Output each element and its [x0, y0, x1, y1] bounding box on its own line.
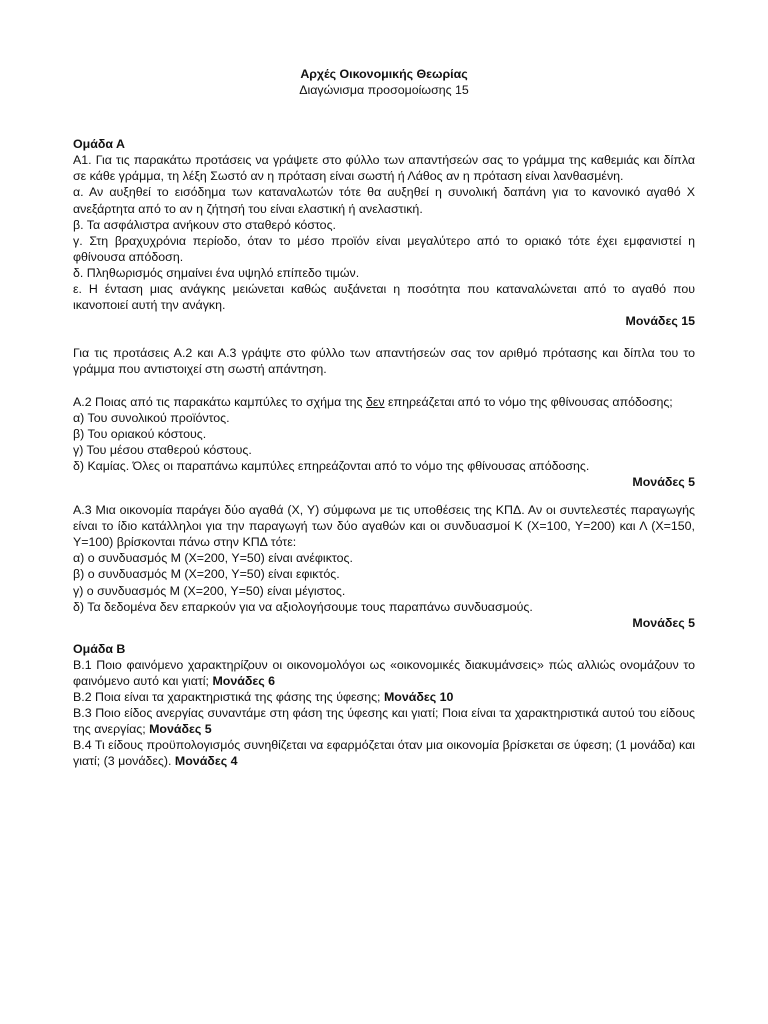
b1-marks: Μονάδες 6: [212, 674, 276, 688]
a3-option-d: δ) Τα δεδομένα δεν επαρκούν για να αξιολογήσουμε τους παραπάνω συνδυασμούς.: [73, 599, 533, 614]
a3-marks: Μονάδες 5: [632, 615, 695, 630]
a2-option-c: γ) Του μέσου σταθερού κόστους.: [73, 442, 252, 457]
b4-text: Β.4 Τι είδους προϋπολογισμός συνηθίζεται να εφαρμόζεται όταν μια οικονομία βρίσκεται σε ύφεση; (1 μονάδα) και γιατί; (3 μονάδες).: [73, 738, 695, 769]
group-a-heading: Ομάδα Α: [73, 137, 125, 152]
a1-item-d: δ. Πληθωρισμός σημαίνει ένα υψηλό επίπεδο τιμών.: [73, 265, 360, 280]
a2-option-a: α) Του συνολικού προϊόντος.: [73, 410, 230, 425]
a1-item-e: ε. Η ένταση μιας ανάγκης μειώνεται καθώς αυξάνεται η ποσότητα που καταναλώνεται από το αγαθό που ικανοποιεί αυτή την ανάγκη.: [73, 282, 695, 313]
a1-item-b: β. Τα ασφάλιστρα ανήκουν στο σταθερό κόστος.: [73, 217, 336, 232]
b4-marks: Μονάδες 4: [174, 754, 238, 769]
b3-text: Β.3 Ποιο είδος ανεργίας συναντάμε στη φάση της ύφεσης και γιατί; Ποια είναι τα χαρακτηριστικά αυτού του είδους της ανεργίας;: [73, 706, 695, 737]
b2-question: [73, 689, 695, 705]
a2-a3-instruction: Για τις προτάσεις Α.2 και Α.3 γράψτε στο φύλλο των απαντήσεών σας τον αριθμό πρότασης και δίπλα του το γράμμα που αντιστοιχεί στη σωστή απάντηση.: [73, 346, 695, 377]
group-b-heading: Ομάδα Β: [73, 641, 126, 656]
a1-marks: Μονάδες 15: [625, 314, 695, 329]
a2-option-b: β) Του οριακού κόστους.: [73, 426, 207, 441]
a1-intro: Α1. Για τις παρακάτω προτάσεις να γράψετε στο φύλλο των απαντήσεών σας το γράμμα της καθεμιάς και δίπλα σε κάθε γράμμα, τη λέξη Σωστό αν η πρόταση είναι σωστή ή Λάθος αν η πρόταση είναι λανθασμένη.: [73, 153, 695, 184]
document-title: Αρχές Οικονομικής Θεωρίας: [300, 67, 468, 81]
a3-option-b: β) ο συνδυασμός Μ (Χ=200, Υ=50) είναι εφικτός.: [73, 567, 340, 582]
a2-question-underlined: δεν: [365, 394, 385, 409]
a3-option-a: α) ο συνδυασμός Μ (Χ=200, Υ=50) είναι ανέφικτος.: [73, 551, 353, 566]
exam-page: [73, 66, 695, 770]
a2-option-d: δ) Καμίας. Όλες οι παραπάνω καμπύλες επηρεάζονται από το νόμο της φθίνουσας απόδοσης.: [73, 458, 590, 473]
a3-option-c: γ) ο συνδυασμός Μ (Χ=200, Υ=50) είναι μέγιστος.: [73, 583, 346, 598]
a2-question-start: Α.2 Ποιας από τις παρακάτω καμπύλες το σχήμα της: [73, 394, 366, 409]
b3-question: [73, 705, 695, 737]
a2-marks: Μονάδες 5: [632, 474, 695, 489]
document-subtitle: Διαγώνισμα προσομοίωσης 15: [299, 83, 469, 98]
b2-text: Β.2 Ποια είναι τα χαρακτηριστικά της φάσης της ύφεσης;: [73, 690, 384, 705]
b2-marks: Μονάδες 10: [383, 690, 454, 705]
b1-text: Β.1 Ποιο φαινόμενο χαρακτηρίζουν οι οικονομολόγοι ως «οικονομικές διακυμάνσεις» πώς αλλιώς ονομάζουν το φαινόμενο αυτό και γιατί;: [73, 657, 695, 688]
a2-question: [73, 394, 695, 410]
b3-marks: Μονάδες 5: [149, 722, 212, 737]
b4-question: [73, 737, 695, 769]
a1-item-c: γ. Στη βραχυχρόνια περίοδο, όταν το μέσο προϊόν είναι μεγαλύτερο από το οριακό τότε έχει εμφανιστεί η φθίνουσα απόδοση.: [73, 233, 695, 264]
a3-question: Α.3 Μια οικονομία παράγει δύο αγαθά (Χ, Υ) σύμφωνα με τις υποθέσεις της ΚΠΔ. Αν οι συντελεστές παραγωγής είναι το ίδιο κατάλληλοι για την παραγωγή των δύο αγαθών και οι συνδυασμοί Κ (Χ=100, Υ=200) και Λ (Χ=150, Υ=100) βρίσκονται πάνω στην ΚΠΔ τότε:: [73, 503, 695, 550]
b1-question: [73, 657, 695, 689]
a1-item-a: α. Αν αυξηθεί το εισόδημα των καταναλωτών τότε θα αυξηθεί η συνολική δαπάνη για το κανονικό αγαθό Χ ανεξάρτητα από το αν η ζήτησή του είναι ελαστική ή ανελαστική.: [73, 185, 695, 216]
a2-question-end: επηρεάζεται από το νόμο της φθίνουσας απόδοσης;: [384, 394, 673, 409]
